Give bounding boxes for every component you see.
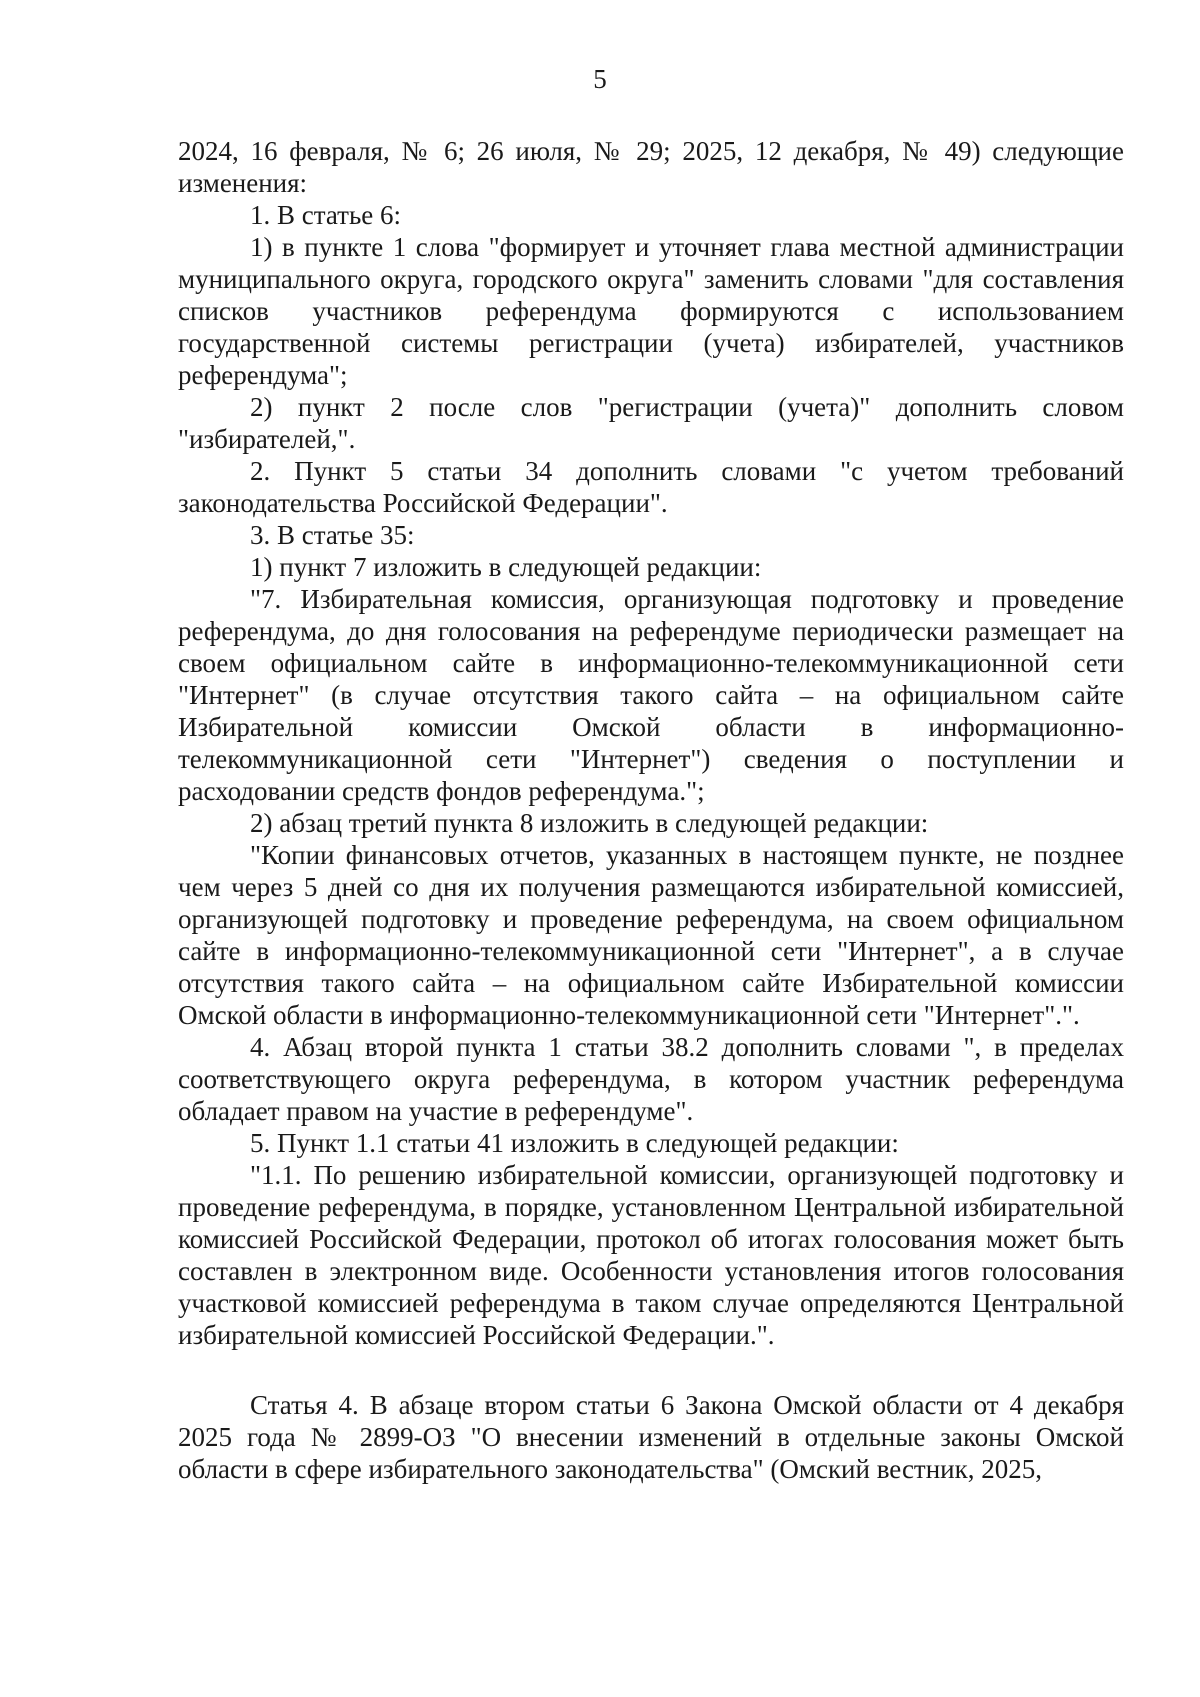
paragraph-quote-1-1: "1.1. По решению избирательной комиссии, организующей подготовку и проведение референдума, в порядке, установленном Центральной избирательной комиссией Российской Федерации, протокол об итогах голосования может быть составлен в электронном виде. Особенности установления итогов голосования участковой комиссией референдума в таком случае определяются Центральной избирательной комиссией Российской Федерации.".	[178, 1160, 1124, 1350]
paragraph-quote-7: "7. Избирательная комиссия, организующая подготовку и проведение референдума, до дня голосования на референдуме периодически размещает на своем официальном сайте в информационно-телекоммуникационной сети "Интернет" (в случае отсутствия такого сайта – на официальном сайте Избирательной комиссии Омской области в информационно-телекоммуникационной сети "Интернет") сведения о поступлении и расходовании средств фондов референдума.";	[178, 584, 1124, 806]
paragraph-quote-copies: "Копии финансовых отчетов, указанных в настоящем пункте, не позднее чем через 5 дней со дня их получения размещаются избирательной комиссией, организующей подготовку и проведение референдума, на своем официальном сайте в информационно-телекоммуникационной сети "Интернет", а в случае отсутствия такого сайта – на официальном сайте Избирательной комиссии Омской области в информационно-телекоммуникационной сети "Интернет".".	[178, 840, 1124, 1030]
document-body	[178, 135, 1124, 1485]
paragraph-item-4: 4. Абзац второй пункта 1 статьи 38.2 дополнить словами ", в пределах соответствующего округа референдума, в котором участник референдума обладает правом на участие в референдуме".	[178, 1032, 1124, 1126]
page-number: 5	[593, 64, 607, 94]
paragraph-item-5: 5. Пункт 1.1 статьи 41 изложить в следующей редакции:	[250, 1128, 899, 1158]
paragraph-item-3-2: 2) абзац третий пункта 8 изложить в следующей редакции:	[250, 808, 929, 838]
section-gap	[178, 1351, 1124, 1389]
paragraph-item-1-1: 1) в пункте 1 слова "формирует и уточняет глава местной администрации муниципального округа, городского округа" заменить словами "для составления списков участников референдума формируются с использованием государственной системы регистрации (учета) избирателей, участников референдума";	[178, 232, 1124, 390]
paragraph-item-1-2: 2) пункт 2 после слов "регистрации (учета)" дополнить словом "избирателей,".	[178, 392, 1124, 454]
paragraph-item-1: 1. В статье 6:	[250, 200, 402, 230]
paragraph-item-2: 2. Пункт 5 статьи 34 дополнить словами "с учетом требований законодательства Российской Федерации".	[178, 456, 1124, 518]
paragraph-continuation: 2024, 16 февраля, № 6; 26 июля, № 29; 2025, 12 декабря, № 49) следующие изменения:	[178, 136, 1124, 198]
paragraph-article-4: Статья 4. В абзаце втором статьи 6 Закона Омской области от 4 декабря 2025 года № 2899-ОЗ "О внесении изменений в отдельные законы Омской области в сфере избирательного законодательства" (Омский вестник, 2025,	[178, 1390, 1124, 1484]
paragraph-item-3: 3. В статье 35:	[250, 520, 415, 550]
paragraph-item-3-1: 1) пункт 7 изложить в следующей редакции:	[250, 552, 762, 582]
